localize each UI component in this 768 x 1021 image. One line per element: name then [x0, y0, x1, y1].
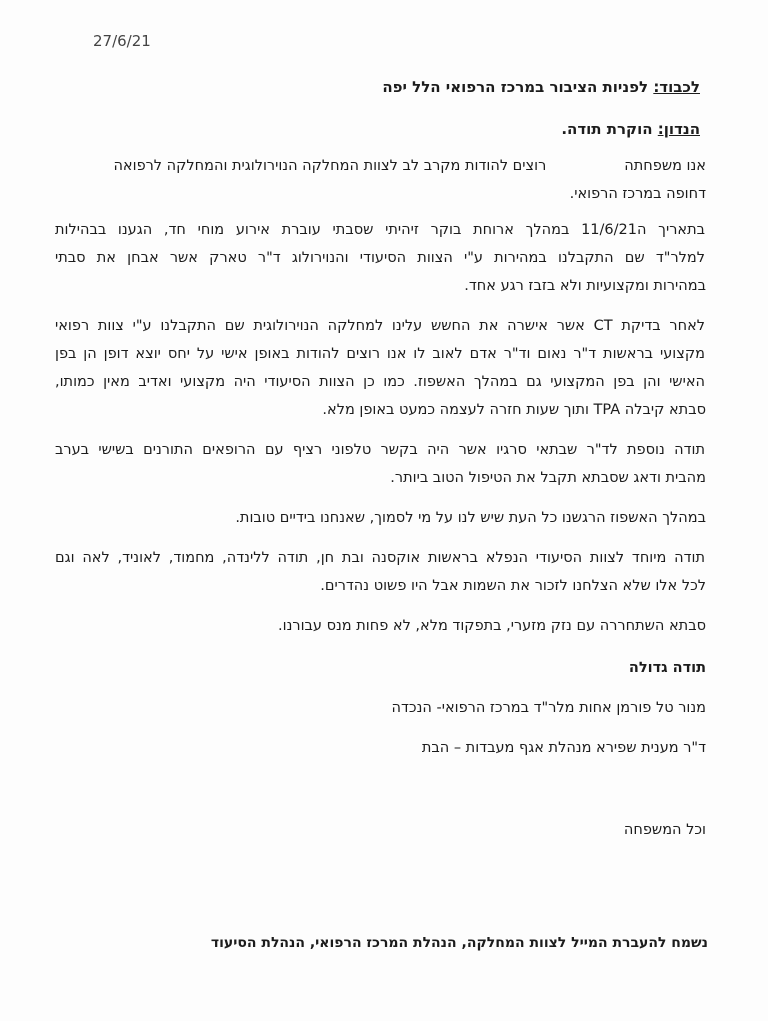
recipient-label: לכבוד: [653, 78, 700, 96]
paragraph-2-line-2: למלר"ד שם התקבלנו במהירות ע"י הצוות הסיעודי והנוירולוג ד"ר טארק אשר אבחן את סבתי [55, 250, 705, 266]
letter-date: 27/6/21 [93, 32, 151, 50]
paragraph-3-line-1: לאחר בדיקת CT אשר אישרה את החשש עלינו למחלקה הנוירולוגית שם התקבלנו ע"י צוות רפואי [55, 318, 705, 334]
paragraph-6-line-1: תודה מיוחד לצוות הסיעודי הנפלא בראשות אוקסנה ובת חן, תודה ללינדה, מחמוד, לאוניד, לאה וגם [55, 550, 705, 566]
recipient-line [382, 78, 700, 96]
paragraph-4-line-2: מהבית ודאג שסבתא תקבל את הטיפול הטוב ביותר. [390, 470, 706, 486]
paragraph-4-line-1: תודה נוספת לד"ר שבתאי סרגיו אשר היה בקשר טלפוני רציף עם הרופאים התורנים בשישי בערב [55, 442, 705, 458]
signer-1: מנור טל פורמן אחות מלר"ד במרכז הרפואי- הנכדה [391, 700, 706, 716]
recipient-text: לפניות הציבור במרכז הרפואי הלל יפה [382, 78, 654, 96]
paragraph-3-line-3: האישי והן בפן המקצועי גם במהלך האשפוז. כמו כן הצוות הסיעודי היה מקצועי ואדיב מאין כמותו, [55, 374, 705, 390]
paragraph-3-line-2: מקצועי בראשות ד"ר נאום וד"ר אדם לאוב לו אנו רוצים להודות באופן אישי על יחס יוצא דופן הן בפן [55, 346, 705, 362]
paragraph-5-line-1: במהלך האשפוז הרגשנו כל העת שיש לנו על מי לסמוך, שאנחנו בידיים טובות. [235, 510, 706, 526]
family-signoff: וכל המשפחה [623, 822, 706, 838]
paragraph-2-line-3: במהירות ומקצועיות ולא בזבז רגע אחד. [464, 278, 706, 294]
signer-2: ד"ר מענית שפירא מנהלת אגף מעבדות – הבת [421, 740, 706, 756]
paragraph-2-line-1: בתאריך ה11/6/21 במהלך ארוחת בוקר זיהיתי שסבתי עוברת אירוע מוחי חד, הגענו בבהילות [55, 222, 705, 238]
paragraph-1-line-1-text: רוצים להודות מקרב לב לצוות המחלקה הנוירולוגית והמחלקה לרפואה [113, 158, 547, 174]
paragraph-1-line-2: דחופה במרכז הרפואי. [569, 186, 706, 202]
paragraph-6-line-2: לכל אלו שלא הצלחנו לזכור את השמות אבל היו פשוט נהדרים. [320, 578, 706, 594]
subject-text: הוקרת תודה. [561, 120, 658, 138]
paragraph-1-line-1 [113, 158, 706, 174]
footer-note: נשמח להעברת המייל לצוות המחלקה, הנהלת המרכז הרפואי, הנהלת הסיעוד [210, 935, 708, 951]
paragraph-7-line-1: סבתא השתחררה עם נזק מזערי, בתפקוד מלא, לא פחות מנס עבורנו. [278, 618, 706, 634]
closing-thanks: תודה גדולה [628, 660, 706, 676]
family-intro: אנו משפחתה [624, 158, 706, 174]
subject-line [561, 120, 700, 138]
subject-label: הנדון: [657, 120, 700, 138]
paragraph-3-line-4: סבתא קיבלה TPA ותוך שעות חזרה לעצמה כמעט באופן מלא. [322, 402, 706, 418]
